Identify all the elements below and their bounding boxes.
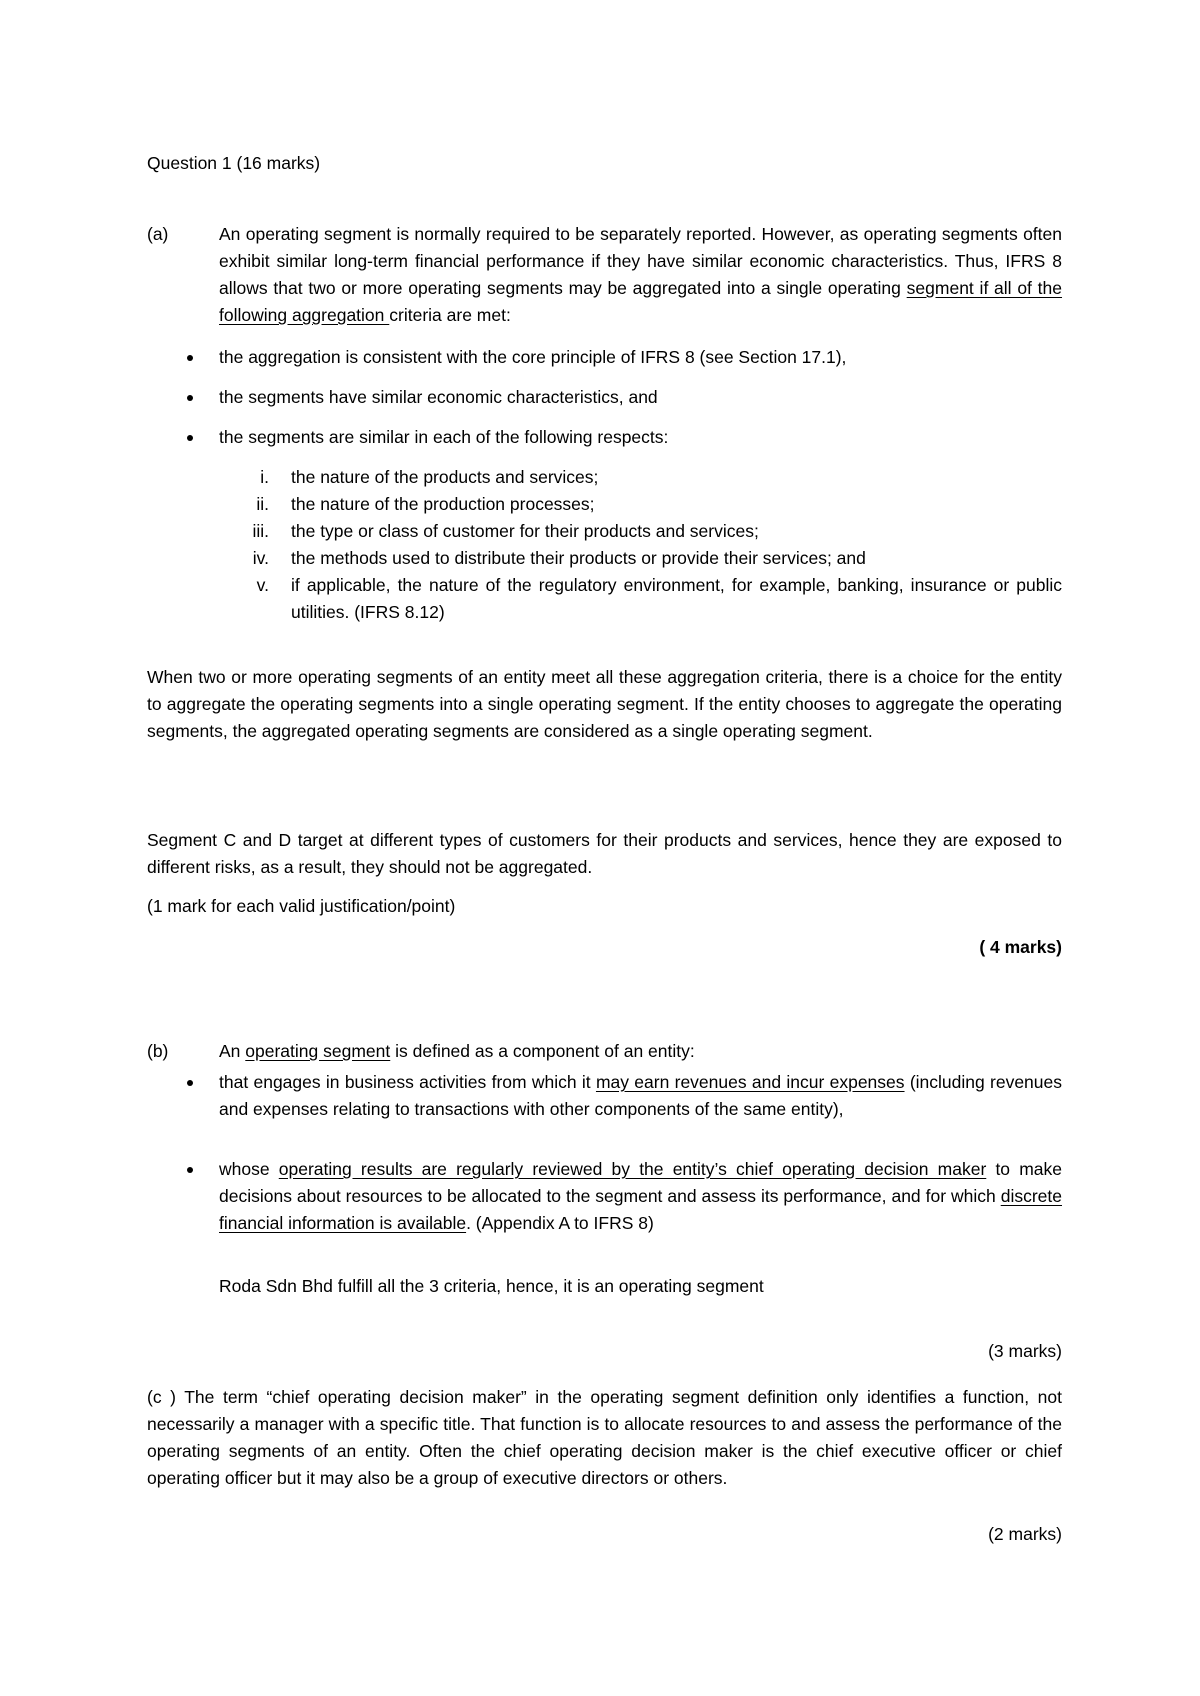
part-b-bullet-1-text: that engages in business activities from which it <box>219 1072 596 1092</box>
part-a-segment-cd-paragraph: Segment C and D target at different types of customers for their products and services, hence they are exposed to different risks, as a result, they should not be aggregated. <box>147 830 1062 877</box>
sub-item-text: the methods used to distribute their products or provide their services; and <box>291 548 866 568</box>
part-a-marks: ( 4 marks) <box>979 937 1062 957</box>
part-c-marks: (2 marks) <box>988 1524 1062 1544</box>
bullet-dot <box>187 435 193 441</box>
part-b-label: (b) <box>147 1041 169 1061</box>
sub-item-label: ii. <box>256 494 269 514</box>
part-a-choice-paragraph: When two or more operating segments of an entity meet all these aggregation criteria, there is a choice for the entity to aggregate the operating segments into a single operating segment. If the entity chooses to aggregate the operating segments, the aggregated operating segments are considered as a single operating segment. <box>147 667 1062 741</box>
part-b-bullet-2-text-end: . (Appendix A to IFRS 8) <box>466 1213 654 1233</box>
part-a-bullet-1: the aggregation is consistent with the core principle of IFRS 8 (see Section 17.1), <box>219 347 847 367</box>
part-a-intro-text-end: criteria are met: <box>389 305 511 325</box>
sub-item-label: i. <box>260 467 269 487</box>
sub-item-text: the type or class of customer for their products and services; <box>291 521 759 541</box>
part-b-intro <box>219 1038 1062 1065</box>
sub-item-text: the nature of the production processes; <box>291 494 595 514</box>
part-b-bullet-2 <box>219 1156 1062 1237</box>
part-a-intro-text: An operating segment is normally required to be separately reported. However, as operating segments often exhibit similar long-term financial performance if they have similar economic characteristics. Thus, IFRS 8 allows that two or more operating segments may be aggregated into a single operating <box>219 224 1062 298</box>
part-b-bullet-2-text: whose <box>219 1159 279 1179</box>
sub-item-label: iv. <box>252 548 269 568</box>
sub-item-label: v. <box>256 575 269 595</box>
part-a-label: (a) <box>147 224 169 244</box>
part-b-bullet-2-underlined: operating results are regularly reviewed by the entity’s chief operating decision maker <box>278 1159 987 1179</box>
bullet-dot <box>187 395 193 401</box>
part-b-intro-text-end: is defined as a component of an entity: <box>390 1041 695 1061</box>
part-b-intro-underlined: operating segment <box>245 1041 391 1061</box>
part-a-bullet-3: the segments are similar in each of the following respects: <box>219 427 669 447</box>
sub-item-label: iii. <box>252 521 269 541</box>
part-b-conclusion: Roda Sdn Bhd fulfill all the 3 criteria, hence, it is an operating segment <box>219 1276 764 1296</box>
part-c-paragraph: (c ) The term “chief operating decision maker” in the operating segment definition only identifies a function, not necessarily a manager with a specific title. That function is to allocate resources to and assess the performance of the operating segments of an entity. Often the chief operating decision maker is the chief executive officer or chief operating officer but it may also be a group of executive directors or others. <box>147 1387 1062 1488</box>
part-b-bullet-1-underlined: may earn revenues and incur expenses <box>595 1072 905 1092</box>
question-title: Question 1 (16 marks) <box>147 153 321 173</box>
part-a-mark-note: (1 mark for each valid justification/point) <box>147 896 456 916</box>
part-a-intro <box>219 221 1062 329</box>
sub-item-text: if applicable, the nature of the regulatory environment, for example, banking, insurance or public utilities. (IFRS 8.12) <box>291 575 1062 622</box>
bullet-dot <box>187 1080 193 1086</box>
bullet-dot <box>187 355 193 361</box>
bullet-dot <box>187 1167 193 1173</box>
part-b-intro-text: An <box>219 1041 246 1061</box>
part-a-intro-underlined: segment if all of the following aggregation <box>219 278 1063 325</box>
sub-item-text: the nature of the products and services; <box>291 467 599 487</box>
part-b-bullet-2-underlined-2: discrete financial information is available <box>219 1186 1062 1233</box>
part-b-marks: (3 marks) <box>988 1341 1062 1361</box>
part-a-bullet-2: the segments have similar economic characteristics, and <box>219 387 658 407</box>
part-b-bullet-1-text-end: (including revenues and expenses relating to transactions with other components of the same entity), <box>219 1072 1063 1119</box>
part-b-bullet-2-text-mid: to make decisions about resources to be allocated to the segment and assess its performance, and for which <box>219 1159 1063 1206</box>
part-b-bullet-1 <box>219 1069 1062 1123</box>
